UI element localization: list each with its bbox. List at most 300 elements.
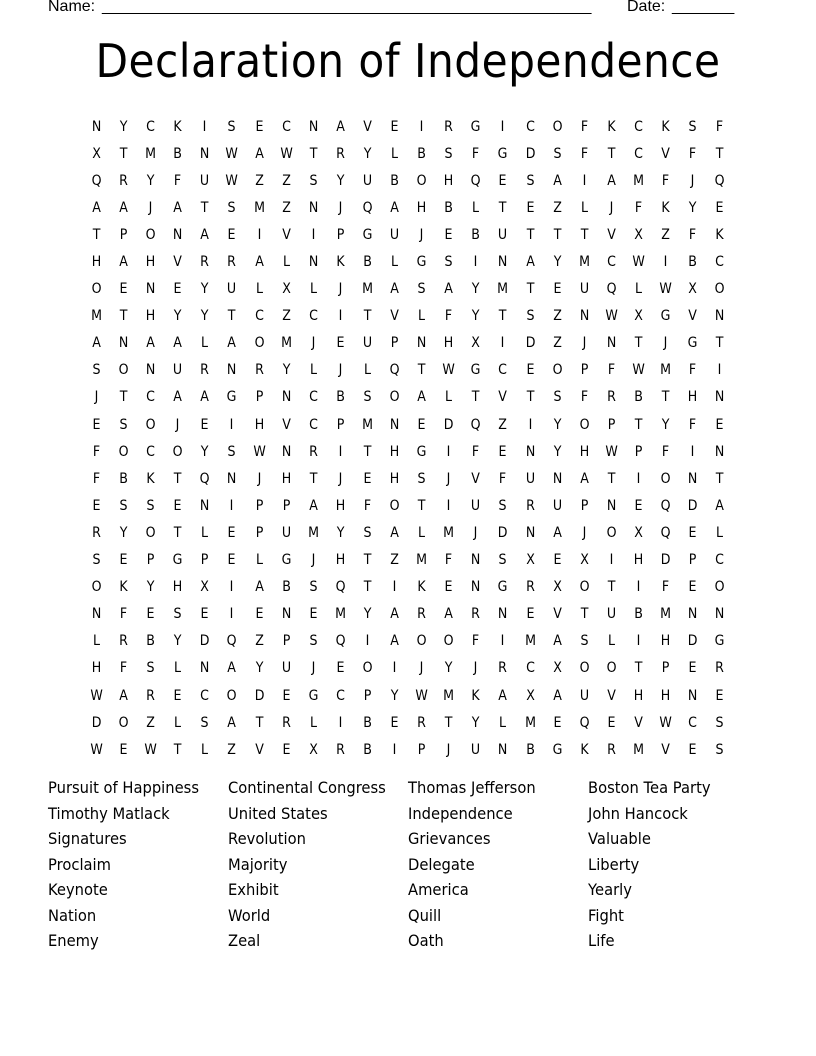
grid-cell[interactable]: O <box>579 579 590 596</box>
grid-cell[interactable]: E <box>715 199 724 216</box>
grid-cell[interactable]: M <box>632 172 644 189</box>
grid-cell[interactable]: W <box>225 172 239 189</box>
grid-cell[interactable]: K <box>715 226 724 243</box>
grid-cell[interactable]: N <box>146 362 156 379</box>
grid-cell[interactable]: N <box>687 606 698 623</box>
grid-cell[interactable]: F <box>472 145 480 162</box>
grid-cell[interactable]: R <box>336 741 345 758</box>
grid-cell[interactable]: W <box>90 741 103 758</box>
grid-cell[interactable]: F <box>661 172 670 189</box>
grid-cell[interactable]: I <box>690 443 695 460</box>
grid-cell[interactable]: L <box>309 362 317 379</box>
grid-cell[interactable]: E <box>228 226 236 243</box>
grid-cell[interactable]: B <box>444 199 454 216</box>
grid-cell[interactable]: A <box>254 254 264 271</box>
grid-cell[interactable]: G <box>227 389 237 406</box>
grid-cell[interactable]: E <box>553 714 562 731</box>
grid-cell[interactable]: O <box>362 660 373 677</box>
grid-cell[interactable]: O <box>145 416 156 433</box>
grid-cell[interactable]: T <box>715 470 724 487</box>
grid-cell[interactable]: Y <box>363 145 372 162</box>
grid-cell[interactable]: T <box>119 389 128 406</box>
grid-cell[interactable]: N <box>281 443 291 460</box>
grid-cell[interactable]: G <box>470 362 481 379</box>
grid-cell[interactable]: K <box>336 254 345 271</box>
grid-cell[interactable]: G <box>308 687 319 704</box>
grid-cell[interactable]: Z <box>281 172 291 189</box>
grid-cell[interactable]: S <box>553 389 562 406</box>
grid-cell[interactable]: R <box>336 145 345 162</box>
grid-cell[interactable]: U <box>606 606 616 623</box>
grid-cell[interactable]: T <box>715 145 724 162</box>
grid-cell[interactable]: N <box>606 335 617 352</box>
grid-cell[interactable]: L <box>201 335 209 352</box>
grid-cell[interactable]: A <box>173 335 183 352</box>
grid-cell[interactable]: D <box>525 335 535 352</box>
grid-cell[interactable]: S <box>92 552 101 569</box>
grid-cell[interactable]: T <box>607 579 616 596</box>
grid-cell[interactable]: N <box>118 335 129 352</box>
grid-cell[interactable]: I <box>365 633 370 650</box>
grid-cell[interactable]: T <box>363 308 372 325</box>
grid-cell[interactable]: S <box>553 145 562 162</box>
grid-cell[interactable]: F <box>634 199 643 216</box>
grid-cell[interactable]: A <box>227 660 237 677</box>
grid-cell[interactable]: T <box>363 443 372 460</box>
grid-cell[interactable]: X <box>634 524 643 541</box>
grid-cell[interactable]: B <box>417 145 426 162</box>
grid-cell[interactable]: G <box>470 118 481 135</box>
grid-cell[interactable]: E <box>255 606 264 623</box>
grid-cell[interactable]: T <box>92 226 101 243</box>
grid-cell[interactable]: H <box>579 443 589 460</box>
grid-cell[interactable]: C <box>308 416 318 433</box>
grid-cell[interactable]: O <box>227 687 237 704</box>
grid-cell[interactable]: X <box>471 335 481 352</box>
grid-cell[interactable]: W <box>659 281 672 298</box>
grid-cell[interactable]: X <box>525 552 535 569</box>
grid-cell[interactable]: V <box>281 226 291 243</box>
grid-cell[interactable]: E <box>498 443 507 460</box>
grid-cell[interactable]: O <box>606 660 617 677</box>
grid-cell[interactable]: N <box>389 416 400 433</box>
grid-cell[interactable]: C <box>146 118 156 135</box>
grid-cell[interactable]: L <box>363 362 371 379</box>
grid-cell[interactable]: T <box>607 145 616 162</box>
grid-cell[interactable]: G <box>416 443 427 460</box>
grid-cell[interactable]: E <box>228 524 236 541</box>
grid-cell[interactable]: F <box>120 606 128 623</box>
grid-cell[interactable]: T <box>661 389 670 406</box>
grid-cell[interactable]: O <box>145 524 156 541</box>
grid-cell[interactable]: O <box>416 633 427 650</box>
grid-cell[interactable]: Y <box>472 281 480 298</box>
grid-cell[interactable]: J <box>311 660 316 677</box>
grid-cell[interactable]: O <box>552 362 563 379</box>
grid-cell[interactable]: B <box>390 172 399 189</box>
grid-cell[interactable]: Y <box>553 416 561 433</box>
grid-cell[interactable]: O <box>389 497 400 514</box>
grid-cell[interactable]: P <box>282 497 290 514</box>
grid-cell[interactable]: O <box>172 443 183 460</box>
grid-cell[interactable]: I <box>392 579 397 596</box>
grid-cell[interactable]: N <box>498 606 508 623</box>
grid-cell[interactable]: N <box>308 199 319 216</box>
grid-cell[interactable]: I <box>501 118 505 135</box>
grid-cell[interactable]: A <box>390 606 399 623</box>
grid-cell[interactable]: N <box>714 308 725 325</box>
grid-cell[interactable]: W <box>144 741 157 758</box>
grid-cell[interactable]: P <box>255 389 263 406</box>
grid-cell[interactable]: N <box>579 308 589 325</box>
grid-cell[interactable]: P <box>336 416 345 433</box>
grid-cell[interactable]: B <box>146 633 156 650</box>
grid-cell[interactable]: E <box>417 416 426 433</box>
grid-cell[interactable]: I <box>311 226 316 243</box>
grid-cell[interactable]: B <box>471 226 481 243</box>
grid-cell[interactable]: D <box>200 633 210 650</box>
grid-cell[interactable]: L <box>418 524 426 541</box>
grid-cell[interactable]: N <box>525 443 535 460</box>
grid-cell[interactable]: H <box>335 497 346 514</box>
grid-cell[interactable]: T <box>715 335 724 352</box>
grid-cell[interactable]: U <box>362 172 373 189</box>
grid-cell[interactable]: D <box>660 552 671 569</box>
grid-cell[interactable]: S <box>417 281 426 298</box>
grid-cell[interactable]: F <box>445 308 453 325</box>
grid-cell[interactable]: X <box>92 145 101 162</box>
grid-cell[interactable]: I <box>446 443 451 460</box>
grid-cell[interactable]: J <box>338 362 343 379</box>
grid-cell[interactable]: J <box>473 524 478 541</box>
grid-cell[interactable]: T <box>201 199 209 216</box>
grid-cell[interactable]: E <box>390 118 399 135</box>
grid-cell[interactable]: U <box>471 497 481 514</box>
grid-cell[interactable]: L <box>282 254 290 271</box>
grid-cell[interactable]: N <box>227 362 237 379</box>
grid-cell[interactable]: J <box>338 470 343 487</box>
grid-cell[interactable]: E <box>119 281 128 298</box>
grid-cell[interactable]: E <box>363 470 372 487</box>
grid-cell[interactable]: G <box>660 308 671 325</box>
grid-cell[interactable]: R <box>417 606 427 623</box>
grid-cell[interactable]: Y <box>146 172 155 189</box>
grid-cell[interactable]: Q <box>389 362 400 379</box>
grid-cell[interactable]: A <box>390 524 399 541</box>
grid-cell[interactable]: K <box>471 687 480 704</box>
grid-cell[interactable]: O <box>416 172 427 189</box>
grid-cell[interactable]: B <box>634 389 643 406</box>
grid-cell[interactable]: R <box>471 606 481 623</box>
grid-cell[interactable]: T <box>607 470 616 487</box>
grid-cell[interactable]: I <box>392 741 397 758</box>
grid-cell[interactable]: N <box>200 660 210 677</box>
grid-cell[interactable]: F <box>363 497 372 514</box>
date-field[interactable]: _______ <box>672 0 735 15</box>
grid-cell[interactable]: Q <box>579 714 590 731</box>
grid-cell[interactable]: N <box>498 254 508 271</box>
grid-cell[interactable]: I <box>257 226 261 243</box>
grid-cell[interactable]: J <box>148 199 153 216</box>
grid-cell[interactable]: M <box>334 606 346 623</box>
grid-cell[interactable]: X <box>552 579 562 596</box>
grid-cell[interactable]: F <box>174 172 182 189</box>
grid-cell[interactable]: Z <box>227 741 237 758</box>
grid-cell[interactable]: R <box>525 497 535 514</box>
grid-cell[interactable]: T <box>580 606 589 623</box>
grid-cell[interactable]: W <box>605 443 618 460</box>
grid-cell[interactable]: L <box>418 308 426 325</box>
grid-cell[interactable]: Y <box>472 308 480 325</box>
grid-cell[interactable]: L <box>634 281 642 298</box>
grid-cell[interactable]: T <box>417 362 426 379</box>
grid-cell[interactable]: J <box>473 660 478 677</box>
grid-cell[interactable]: S <box>309 579 318 596</box>
grid-cell[interactable]: D <box>498 524 508 541</box>
grid-cell[interactable]: X <box>688 281 697 298</box>
grid-cell[interactable]: R <box>715 660 725 677</box>
grid-cell[interactable]: K <box>661 199 670 216</box>
grid-cell[interactable]: O <box>606 524 617 541</box>
grid-cell[interactable]: I <box>636 579 641 596</box>
grid-cell[interactable]: F <box>472 443 480 460</box>
grid-cell[interactable]: K <box>173 118 182 135</box>
grid-cell[interactable]: Y <box>255 660 263 677</box>
grid-cell[interactable]: N <box>606 497 617 514</box>
grid-cell[interactable]: A <box>254 579 264 596</box>
grid-cell[interactable]: C <box>688 714 698 731</box>
grid-cell[interactable]: I <box>446 497 451 514</box>
grid-cell[interactable]: X <box>281 281 291 298</box>
grid-cell[interactable]: S <box>715 714 724 731</box>
grid-cell[interactable]: T <box>417 497 426 514</box>
grid-cell[interactable]: I <box>230 579 234 596</box>
grid-cell[interactable]: R <box>281 714 291 731</box>
grid-cell[interactable]: N <box>200 497 210 514</box>
grid-cell[interactable]: A <box>607 172 616 189</box>
grid-cell[interactable]: U <box>281 660 291 677</box>
grid-cell[interactable]: S <box>119 497 128 514</box>
grid-cell[interactable]: S <box>309 172 318 189</box>
grid-cell[interactable]: M <box>280 335 292 352</box>
grid-cell[interactable]: M <box>497 281 509 298</box>
grid-cell[interactable]: N <box>416 335 427 352</box>
grid-cell[interactable]: G <box>498 579 508 596</box>
grid-cell[interactable]: E <box>173 497 182 514</box>
grid-cell[interactable]: Y <box>201 308 209 325</box>
grid-cell[interactable]: N <box>714 443 725 460</box>
grid-cell[interactable]: V <box>471 470 481 487</box>
grid-cell[interactable]: H <box>444 335 454 352</box>
grid-cell[interactable]: N <box>714 606 725 623</box>
grid-cell[interactable]: F <box>92 470 101 487</box>
grid-cell[interactable]: O <box>714 579 725 596</box>
grid-cell[interactable]: T <box>173 741 182 758</box>
grid-cell[interactable]: V <box>688 308 697 325</box>
grid-cell[interactable]: N <box>525 524 535 541</box>
grid-cell[interactable]: Q <box>660 497 671 514</box>
grid-cell[interactable]: I <box>636 633 641 650</box>
grid-cell[interactable]: F <box>688 362 697 379</box>
grid-cell[interactable]: U <box>227 281 237 298</box>
grid-cell[interactable]: E <box>146 606 155 623</box>
grid-cell[interactable]: T <box>363 579 372 596</box>
grid-cell[interactable]: Y <box>661 416 670 433</box>
grid-cell[interactable]: D <box>443 416 454 433</box>
grid-cell[interactable]: S <box>119 416 128 433</box>
grid-cell[interactable]: K <box>146 470 155 487</box>
grid-cell[interactable]: S <box>228 443 237 460</box>
grid-cell[interactable]: H <box>145 254 156 271</box>
grid-cell[interactable]: H <box>416 199 427 216</box>
grid-cell[interactable]: T <box>634 416 643 433</box>
grid-cell[interactable]: S <box>92 362 101 379</box>
grid-cell[interactable]: V <box>661 741 670 758</box>
grid-cell[interactable]: Q <box>470 172 481 189</box>
grid-cell[interactable]: M <box>660 362 671 379</box>
grid-cell[interactable]: F <box>661 443 670 460</box>
grid-cell[interactable]: R <box>444 118 454 135</box>
grid-cell[interactable]: J <box>663 335 668 352</box>
grid-cell[interactable]: E <box>282 741 291 758</box>
grid-cell[interactable]: H <box>281 470 291 487</box>
grid-cell[interactable]: M <box>362 281 373 298</box>
grid-cell[interactable]: L <box>445 389 453 406</box>
grid-cell[interactable]: R <box>498 660 508 677</box>
grid-cell[interactable]: H <box>91 254 102 271</box>
grid-cell[interactable]: G <box>498 145 508 162</box>
grid-cell[interactable]: A <box>390 199 399 216</box>
grid-cell[interactable]: P <box>661 660 670 677</box>
grid-cell[interactable]: L <box>255 281 263 298</box>
grid-cell[interactable]: X <box>579 552 589 569</box>
grid-cell[interactable]: S <box>363 524 372 541</box>
grid-cell[interactable]: P <box>146 552 155 569</box>
grid-cell[interactable]: P <box>119 226 128 243</box>
grid-cell[interactable]: H <box>660 633 671 650</box>
grid-cell[interactable]: A <box>444 606 454 623</box>
grid-cell[interactable]: E <box>282 687 291 704</box>
grid-cell[interactable]: B <box>363 714 372 731</box>
grid-cell[interactable]: T <box>499 308 507 325</box>
grid-cell[interactable]: H <box>335 552 346 569</box>
grid-cell[interactable]: A <box>552 687 562 704</box>
grid-cell[interactable]: O <box>660 470 671 487</box>
grid-cell[interactable]: M <box>443 687 455 704</box>
grid-cell[interactable]: W <box>632 362 645 379</box>
grid-cell[interactable]: O <box>91 579 102 596</box>
grid-cell[interactable]: C <box>715 552 725 569</box>
grid-cell[interactable]: S <box>146 660 155 677</box>
grid-cell[interactable]: G <box>687 335 698 352</box>
grid-cell[interactable]: E <box>228 552 236 569</box>
grid-cell[interactable]: Z <box>254 172 264 189</box>
grid-cell[interactable]: O <box>579 416 590 433</box>
grid-cell[interactable]: F <box>580 118 588 135</box>
grid-cell[interactable]: W <box>442 362 455 379</box>
grid-cell[interactable]: H <box>389 443 400 460</box>
grid-cell[interactable]: L <box>499 714 507 731</box>
grid-cell[interactable]: R <box>92 524 101 541</box>
grid-cell[interactable]: Y <box>201 281 209 298</box>
grid-cell[interactable]: E <box>526 362 535 379</box>
grid-cell[interactable]: R <box>119 633 129 650</box>
grid-cell[interactable]: Y <box>363 606 372 623</box>
grid-cell[interactable]: Y <box>146 579 155 596</box>
grid-cell[interactable]: F <box>580 145 588 162</box>
grid-cell[interactable]: A <box>390 633 399 650</box>
grid-cell[interactable]: H <box>444 172 454 189</box>
grid-cell[interactable]: N <box>91 118 102 135</box>
grid-cell[interactable]: E <box>336 335 345 352</box>
grid-cell[interactable]: A <box>444 281 454 298</box>
grid-cell[interactable]: R <box>227 254 237 271</box>
grid-cell[interactable]: E <box>92 497 101 514</box>
grid-cell[interactable]: E <box>688 579 697 596</box>
grid-cell[interactable]: R <box>146 687 156 704</box>
grid-cell[interactable]: P <box>255 524 263 541</box>
grid-cell[interactable]: X <box>200 579 210 596</box>
grid-cell[interactable]: F <box>580 389 588 406</box>
grid-cell[interactable]: O <box>714 281 725 298</box>
grid-cell[interactable]: S <box>363 389 372 406</box>
grid-cell[interactable]: R <box>308 443 318 460</box>
grid-cell[interactable]: P <box>634 443 643 460</box>
grid-cell[interactable]: F <box>472 633 480 650</box>
grid-cell[interactable]: A <box>119 254 128 271</box>
grid-cell[interactable]: N <box>227 470 237 487</box>
grid-cell[interactable]: H <box>389 470 400 487</box>
grid-cell[interactable]: E <box>173 687 182 704</box>
grid-cell[interactable]: L <box>201 524 209 541</box>
grid-cell[interactable]: R <box>417 714 427 731</box>
grid-cell[interactable]: A <box>308 497 318 514</box>
grid-cell[interactable]: C <box>308 389 318 406</box>
grid-cell[interactable]: K <box>661 118 670 135</box>
grid-cell[interactable]: Z <box>281 199 291 216</box>
grid-cell[interactable]: H <box>91 660 102 677</box>
grid-cell[interactable]: T <box>526 281 534 298</box>
grid-cell[interactable]: P <box>688 552 697 569</box>
grid-cell[interactable]: S <box>444 145 453 162</box>
grid-cell[interactable]: V <box>607 226 616 243</box>
grid-cell[interactable]: Q <box>335 579 346 596</box>
grid-cell[interactable]: V <box>254 741 264 758</box>
grid-cell[interactable]: N <box>281 389 291 406</box>
grid-cell[interactable]: E <box>336 660 345 677</box>
grid-cell[interactable]: S <box>498 497 507 514</box>
grid-cell[interactable]: A <box>92 335 101 352</box>
grid-cell[interactable]: Z <box>498 416 508 433</box>
grid-cell[interactable]: E <box>607 714 616 731</box>
grid-cell[interactable]: F <box>688 416 697 433</box>
grid-cell[interactable]: P <box>607 416 616 433</box>
grid-cell[interactable]: Y <box>173 633 182 650</box>
grid-cell[interactable]: Z <box>552 308 562 325</box>
grid-cell[interactable]: S <box>498 552 507 569</box>
grid-cell[interactable]: M <box>253 199 265 216</box>
grid-cell[interactable]: B <box>336 389 345 406</box>
grid-cell[interactable]: J <box>257 470 261 487</box>
grid-cell[interactable]: A <box>254 145 264 162</box>
grid-cell[interactable]: J <box>446 470 451 487</box>
grid-cell[interactable]: O <box>389 389 400 406</box>
grid-cell[interactable]: Y <box>173 308 182 325</box>
grid-cell[interactable]: T <box>255 714 263 731</box>
grid-cell[interactable]: T <box>634 335 643 352</box>
grid-cell[interactable]: Z <box>552 199 562 216</box>
grid-cell[interactable]: N <box>552 470 562 487</box>
